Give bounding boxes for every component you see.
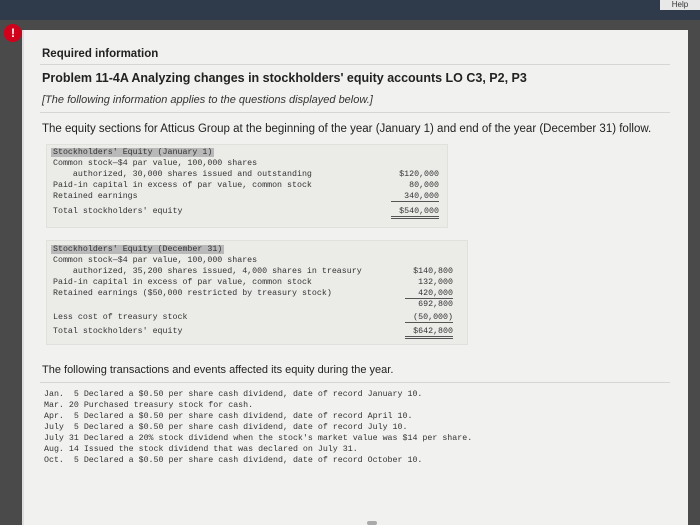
- problem-title: Problem 11-4A Analyzing changes in stockholders' equity accounts LO C3, P2, P3: [42, 71, 527, 85]
- treasury-stock-value: (50,000): [405, 313, 453, 323]
- january-equity-table: [46, 144, 448, 228]
- table-row-label: authorized, 35,200 shares issued, 4,000 shares in treasury: [53, 267, 362, 276]
- transactions-intro: The following transactions and events affected its equity during the year.: [42, 364, 394, 376]
- retained-earnings-value: 420,000: [405, 289, 453, 299]
- info-note: [The following information applies to the questions displayed below.]: [42, 94, 373, 106]
- problem-sheet: [22, 30, 688, 525]
- list-item: Aug. 14 Issued the stock dividend that was declared on July 31.: [44, 445, 358, 454]
- total-equity-value: $642,800: [405, 327, 453, 339]
- december-header: Stockholders' Equity (December 31): [53, 245, 223, 254]
- table-row-label: Common stock—$4 par value, 100,000 shares: [53, 159, 258, 168]
- divider: [40, 64, 670, 65]
- table-row-label: Common stock—$4 par value, 100,000 shares: [53, 256, 258, 265]
- retained-earnings-value: 340,000: [391, 192, 439, 202]
- required-info-heading: Required information: [42, 48, 159, 60]
- intro-text: The equity sections for Atticus Group at the beginning of the year (January 1) and end of the year (December 31) follow.: [42, 123, 652, 135]
- table-row-label: Retained earnings ($50,000 restricted by treasury stock): [53, 289, 332, 298]
- table-row-label: Total stockholders' equity: [53, 327, 183, 336]
- list-item: July 5 Declared a $0.50 per share cash dividend, date of record July 10.: [44, 423, 408, 432]
- paid-in-capital-value: 132,000: [418, 278, 453, 287]
- subtotal-value: 692,800: [418, 300, 453, 309]
- table-row-label: Total stockholders' equity: [53, 207, 183, 216]
- table-row-label: authorized, 30,000 shares issued and outstanding: [53, 170, 312, 179]
- total-equity-value: $540,000: [391, 207, 439, 219]
- common-stock-value: $120,000: [399, 170, 439, 179]
- december-equity-table: [46, 240, 468, 345]
- table-row-label: Paid-in capital in excess of par value, common stock: [53, 278, 312, 287]
- common-stock-value: $140,800: [413, 267, 453, 276]
- divider: [40, 382, 670, 383]
- january-header: Stockholders' Equity (January 1): [53, 148, 213, 157]
- help-tab[interactable]: Help: [660, 0, 700, 10]
- alert-icon[interactable]: !: [4, 24, 22, 42]
- list-item: Mar. 20 Purchased treasury stock for cash.: [44, 401, 254, 410]
- table-row-label: Paid-in capital in excess of par value, common stock: [53, 181, 312, 190]
- table-row-label: Less cost of treasury stock: [53, 313, 188, 322]
- table-row-label: Retained earnings: [53, 192, 138, 201]
- list-item: Apr. 5 Declared a $0.50 per share cash dividend, date of record April 10.: [44, 412, 413, 421]
- list-item: Oct. 5 Declared a $0.50 per share cash dividend, date of record October 10.: [44, 456, 423, 465]
- list-item: Jan. 5 Declared a $0.50 per share cash dividend, date of record January 10.: [44, 390, 423, 399]
- paid-in-capital-value: 80,000: [409, 181, 439, 190]
- scroll-indicator[interactable]: [367, 521, 377, 525]
- list-item: July 31 Declared a 20% stock dividend when the stock's market value was $14 per share.: [44, 434, 473, 443]
- divider: [40, 112, 670, 113]
- browser-top-bar: [0, 0, 700, 20]
